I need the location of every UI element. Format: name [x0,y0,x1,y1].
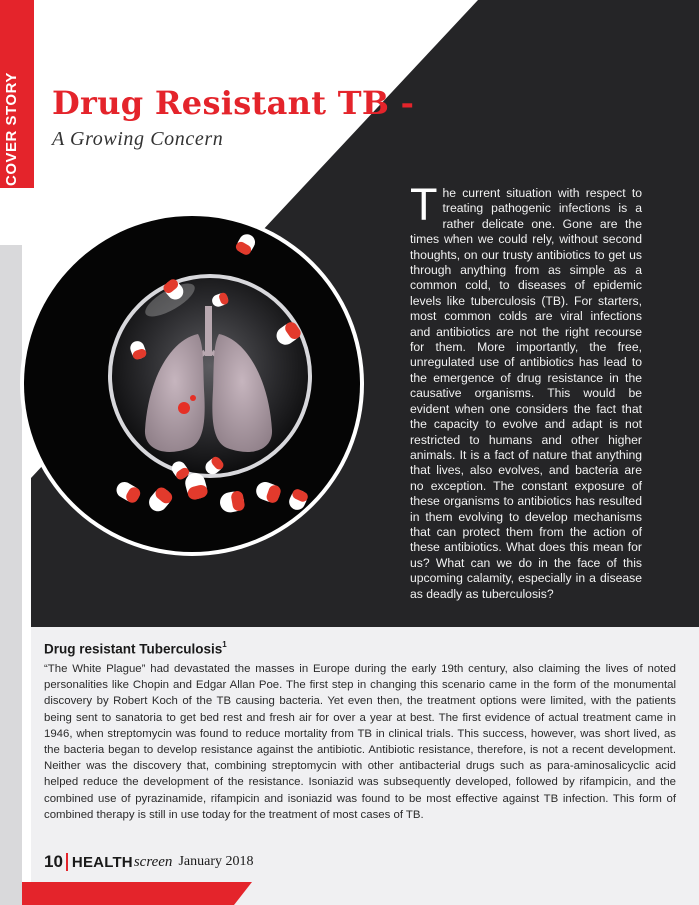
section-tag: COVER STORY [3,72,20,186]
intro-text: he current situation with respect to treating pathogenic infections is a rather delicate one. Gone are the times when we could rely, without second thoughts, on our trusty antibiotics to get us through anything from as simple as a common cold, to diseases of epidemic levels like tuberculosis (TB). For starters, most common colds are viral infections and antibiotics are not the right recourse for them. More importantly, the free, unregulated use of antibiotics has lead to the emergence of drug resistance in the causative organisms. This would be evident when one considers the fact that the capacity to evolve and adapt is not restricted to humans and other higher animals. It is a fact of nature that anything that lives, also evolves, and bacteria are no exception. The constant exposure of these organisms to antibiotics has resulted in them evolving to develop mechanisms that can protect them from the action of these antibiotics. What does this mean for us? What can we do in the face of this upcoming calamity, especially in a disease as deadly as tuberculosis? [410,186,642,601]
section-heading [44,641,227,657]
page-number: 10 [44,852,63,871]
issue-date: January 2018 [178,854,254,869]
footer-separator [66,853,68,871]
section-body: “The White Plague” had devastated the masses in Europe during the early 19th century, also claiming the lives of noted personalities like Chopin and Edgar Allan Poe. The first step in changing this scenario came in the form of the monumental discovery by Robert Koch of the TB causing bacteria. Yet even then, the treatment options were limited, with the patients being sent to sanatoria to get bed rest and fresh air for over a year at best. The first evidence of actual treatment came in 1946, when streptomycin was found to reduce mortality from TB in clinical trials. This success, however, was short lived, as the bacteria began to develop resistance against the antibiotic. Antibiotic resistance, therefore, is not a recent development. Neither was the discovery that, combining streptomycin with other antibacterial drugs such as para-aminosalicyclic acid helped reduce the development of the resistance. Isoniazid was subsequently developed, followed by rifampicin, and the combined use of pyrazinamide, rifampicin and isoniazid was found to be most effective against TB infection. This form of combined therapy is still in use today for the treatment of most cases of TB. [44,663,676,821]
reference-marker: 1 [222,640,227,649]
article-subtitle: A Growing Concern [52,128,224,150]
page-footer [44,852,253,872]
magazine-logo-health: HEALTH [71,853,133,871]
intro-paragraph [410,179,642,602]
drop-cap: T [410,179,438,230]
magazine-logo-screen: screen [133,853,173,870]
section-heading-text: Drug resistant Tuberculosis [44,641,223,657]
article-title: Drug Resistant TB - [52,84,415,122]
